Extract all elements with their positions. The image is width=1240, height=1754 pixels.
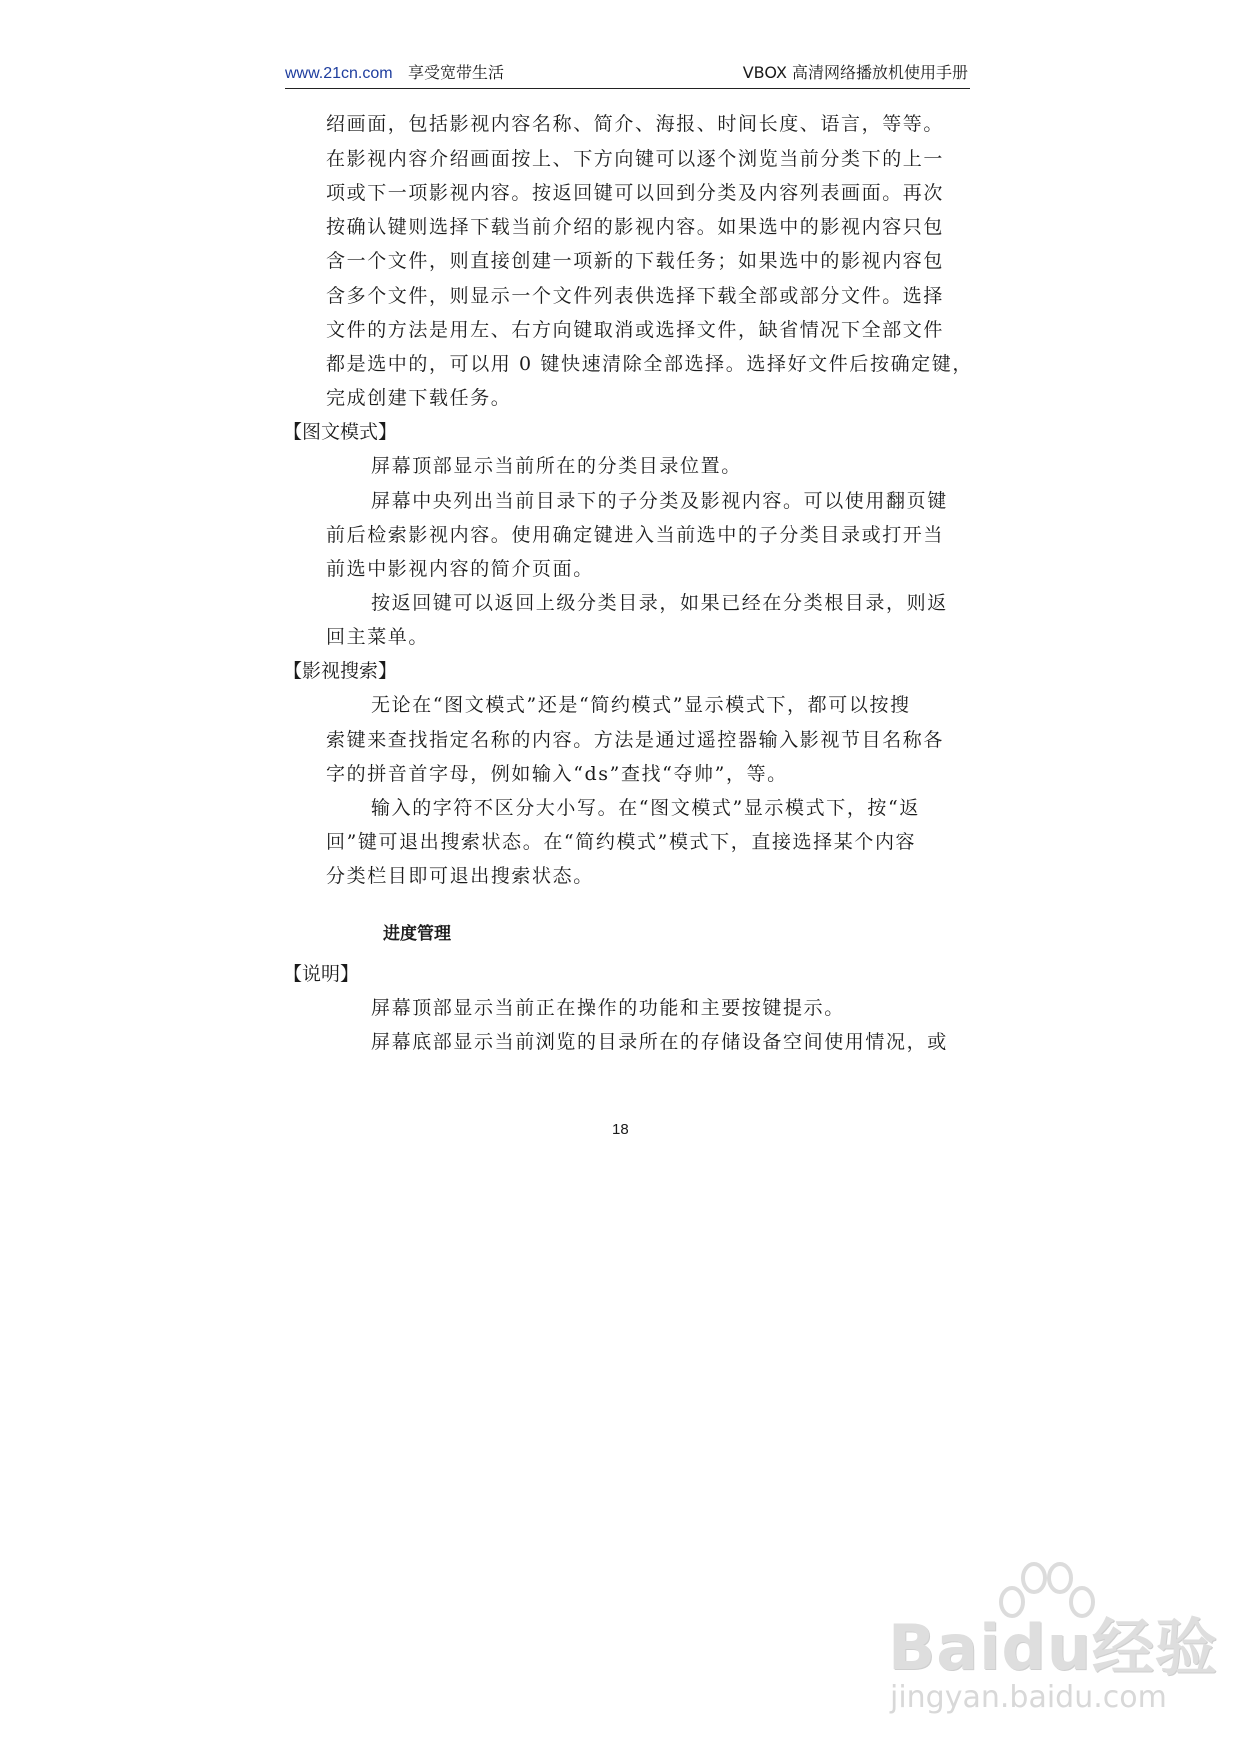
tuwen-line: 前选中影视内容的简介页面。 — [326, 558, 594, 580]
tuwen-line: 前后检索影视内容。使用确定键进入当前选中的子分类目录或打开当 — [326, 524, 945, 546]
search-line: 回”键可退出搜索状态。在“简约模式”模式下，直接选择某个内容 — [326, 831, 917, 853]
intro-line: 含一个文件，则直接创建一项新的下载任务；如果选中的影视内容包 — [326, 250, 945, 272]
search-line: 分类栏目即可退出搜索状态。 — [326, 865, 594, 887]
intro-line: 绍画面，包括影视内容名称、简介、海报、时间长度、语言，等等。 — [326, 113, 945, 135]
desc-line: 屏幕底部显示当前浏览的目录所在的存储设备空间使用情况，或 — [371, 1031, 948, 1053]
section-heading-search: 【影视搜索】 — [283, 660, 398, 682]
desc-line: 屏幕顶部显示当前正在操作的功能和主要按键提示。 — [371, 997, 845, 1019]
intro-line: 项或下一项影视内容。按返回键可以回到分类及内容列表画面。再次 — [326, 182, 945, 204]
intro-line: 完成创建下载任务。 — [326, 387, 512, 409]
tuwen-line: 按返回键可以返回上级分类目录，如果已经在分类根目录，则返 — [371, 592, 948, 614]
tuwen-line: 回主菜单。 — [326, 626, 430, 648]
page-number: 18 — [612, 1121, 629, 1138]
intro-line: 按确认键则选择下载当前介绍的影视内容。如果选中的影视内容只包 — [326, 216, 945, 238]
site-link[interactable]: www.21cn.com — [285, 65, 393, 82]
section-heading-tuwen: 【图文模式】 — [283, 421, 398, 443]
intro-line: 在影视内容介绍画面按上、下方向键可以逐个浏览当前分类下的上一 — [326, 148, 945, 170]
watermark-logo: Baidu经验 — [888, 1611, 1218, 1684]
intro-line: 文件的方法是用左、右方向键取消或选择文件，缺省情况下全部文件 — [326, 319, 945, 341]
tuwen-line: 屏幕顶部显示当前所在的分类目录位置。 — [371, 455, 742, 477]
page-header — [285, 58, 970, 89]
search-line: 索键来查找指定名称的内容。方法是通过遥控器输入影视节目名称各 — [326, 729, 945, 751]
intro-line: 都是选中的，可以用 0 键快速清除全部选择。选择好文件后按确定键， — [326, 353, 973, 375]
search-line: 无论在“图文模式”还是“简约模式”显示模式下，都可以按搜 — [371, 694, 911, 716]
progress-management-heading: 进度管理 — [383, 924, 451, 944]
manual-title: VBOX 高清网络播放机使用手册 — [742, 63, 968, 82]
intro-line: 含多个文件，则显示一个文件列表供选择下载全部或部分文件。选择 — [326, 285, 945, 307]
header-left — [285, 60, 504, 83]
tuwen-line: 屏幕中央列出当前目录下的子分类及影视内容。可以使用翻页键 — [371, 490, 948, 512]
header-slogan: 享受宽带生活 — [408, 63, 505, 82]
baidu-watermark — [880, 1560, 1218, 1730]
search-line: 字的拼音首字母，例如输入“ds”查找“夺帅”，等。 — [326, 763, 788, 785]
section-heading-desc: 【说明】 — [283, 963, 360, 985]
watermark-url: jingyan.baidu.com — [890, 1680, 1167, 1715]
search-line: 输入的字符不区分大小写。在“图文模式”显示模式下，按“返 — [371, 797, 920, 819]
